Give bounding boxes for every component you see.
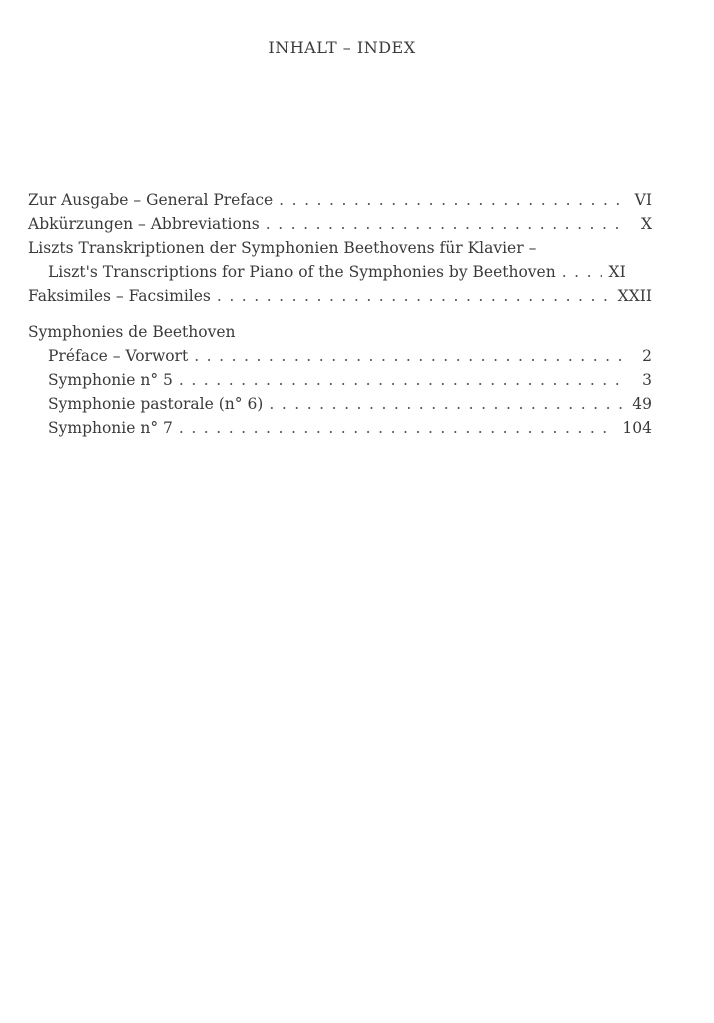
toc-entry-label: Liszts Transkriptionen der Symphonien Beethovens für Klavier – (28, 239, 537, 257)
toc-entry-label: Symphonie n° 7 (48, 419, 173, 437)
toc-entry-symphony-6[interactable] (28, 392, 652, 416)
toc-entry-label: Abkürzungen – Abbreviations (28, 215, 260, 233)
toc-entry-label: Symphonie n° 5 (48, 371, 173, 389)
toc-entry-label: Préface – Vorwort (48, 347, 189, 365)
toc-entry-abbreviations[interactable] (28, 212, 652, 236)
toc-entry-page: XXII (617, 287, 652, 305)
section-heading: Symphonies de Beethoven (28, 323, 236, 341)
dot-leader (266, 212, 628, 236)
dot-leader (179, 368, 628, 392)
toc-entry-general-preface[interactable] (28, 188, 652, 212)
toc-entry-label: Zur Ausgabe – General Preface (28, 191, 274, 209)
toc-entry-symphony-5[interactable] (28, 368, 652, 392)
dot-leader (269, 392, 626, 416)
toc-entry-page: 3 (642, 371, 652, 389)
page-title: INHALT – INDEX (268, 38, 416, 57)
toc-entry-label: Symphonie pastorale (n° 6) (48, 395, 264, 413)
toc-entry-page: 49 (632, 395, 652, 413)
toc-entry-page: X (640, 215, 652, 233)
toc-entry-label: Faksimiles – Facsimiles (28, 287, 211, 305)
dot-leader (279, 188, 628, 212)
toc-entry-page: 2 (642, 347, 652, 365)
toc-entry-page: XI (608, 263, 626, 281)
toc-entry-page: 104 (622, 419, 652, 437)
toc-entry-symphony-7[interactable] (28, 416, 652, 440)
toc-entry-page: VI (634, 191, 652, 209)
dot-leader (194, 344, 628, 368)
toc-entry-preface[interactable] (28, 344, 652, 368)
toc-entry-transcriptions-line1[interactable] (28, 236, 652, 260)
table-of-contents (28, 188, 652, 440)
dot-leader (217, 284, 612, 308)
dot-leader (562, 260, 602, 284)
toc-entry-label: Liszt's Transcriptions for Piano of the Symphonies by Beethoven (48, 263, 556, 281)
dot-leader (179, 416, 617, 440)
toc-entry-facsimiles[interactable] (28, 284, 652, 308)
toc-entry-transcriptions-line2[interactable] (28, 260, 652, 284)
